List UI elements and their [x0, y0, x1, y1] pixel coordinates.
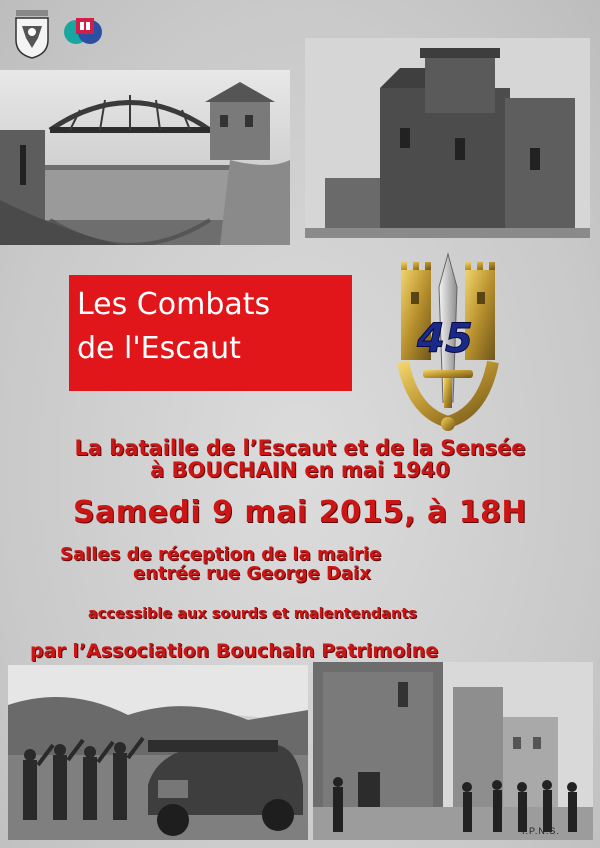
subtitle-line-2: à BOUCHAIN en mai 1940	[150, 458, 450, 482]
venue-line-2: entrée rue George Daix	[133, 563, 371, 584]
event-date: Samedi 9 mai 2015, à 18H	[72, 495, 528, 530]
soldiers-tower-photo	[313, 662, 593, 840]
accessibility-note: accessible aux sourds et malentendants	[88, 606, 417, 622]
page-title: Les Combats de l'Escaut	[77, 287, 271, 366]
insignia-number: 45	[417, 316, 473, 362]
tower-photo	[305, 38, 590, 238]
title-box	[69, 275, 352, 391]
organizer: par l’Association Bouchain Patrimoine	[30, 640, 439, 662]
subtitle-line-1: La bataille de l’Escaut et de la Sensée	[74, 436, 526, 460]
coat-of-arms-icon	[12, 8, 52, 60]
soldiers-car-photo	[8, 665, 308, 840]
footer-mark: I.P.N.S.	[522, 826, 560, 836]
insignia	[393, 252, 503, 432]
bridge-photo	[0, 70, 290, 245]
venue-line-1: Salles de réception de la mairie	[60, 544, 382, 565]
region-logo-icon	[62, 12, 108, 48]
